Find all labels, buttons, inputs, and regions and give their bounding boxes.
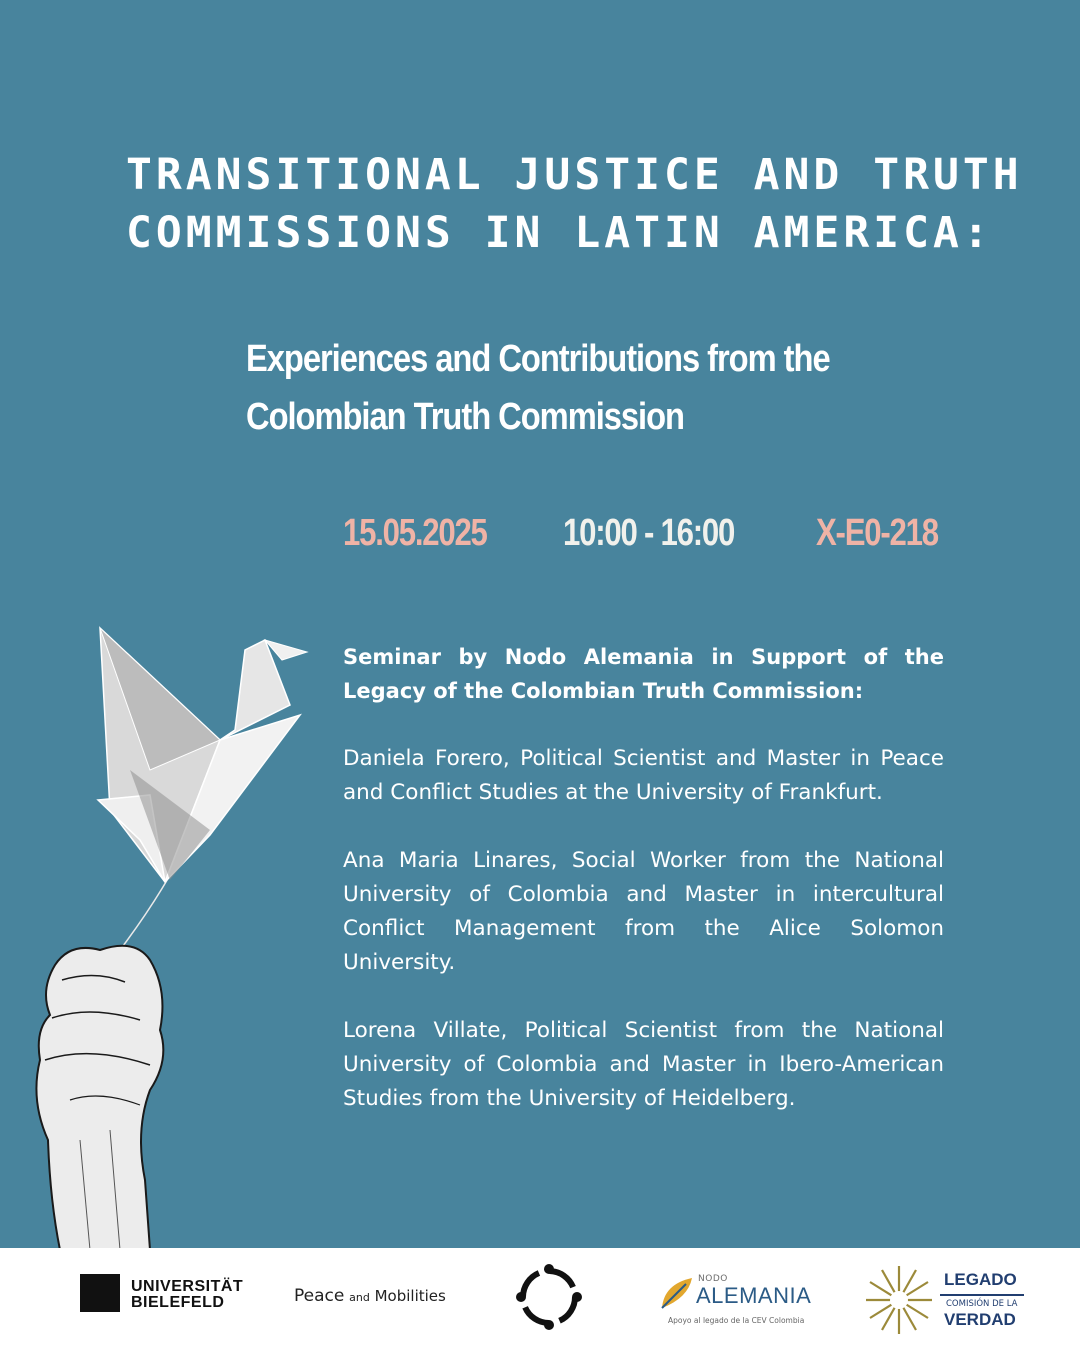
uni-name-line1: UNIVERSITÄT xyxy=(131,1278,244,1295)
nodo-name: ALEMANIA xyxy=(696,1283,812,1308)
universitat-bielefeld-logo xyxy=(80,1274,250,1318)
pam-peace: Peace xyxy=(294,1286,345,1306)
legado-divider xyxy=(940,1294,1024,1296)
speaker-item: Daniela Forero, Political Scientist and Master in Peace and Conflict Studies at the University of Frankfurt. xyxy=(343,746,944,805)
legado-comision-verdad-logo xyxy=(866,1262,1036,1338)
title-line-1: TRANSITIONAL JUSTICE AND TRUTH xyxy=(126,150,1023,200)
legado-subtitle: COMISIÓN DE LA xyxy=(946,1299,1018,1309)
legado-verdad: VERDAD xyxy=(944,1310,1016,1329)
event-date: 15.05.2025 xyxy=(343,512,487,554)
university-block-logo xyxy=(80,1274,120,1312)
nodo-label: NODO xyxy=(698,1274,728,1284)
sunburst-logo xyxy=(866,1264,932,1336)
seminar-description xyxy=(343,640,944,1150)
event-time: 10:00 - 16:00 xyxy=(563,512,735,554)
circle-figures-logo xyxy=(512,1260,586,1334)
event-subtitle xyxy=(246,330,865,446)
nodo-leaf-logo xyxy=(658,1276,698,1312)
subtitle-line-2: Colombian Truth Commission xyxy=(246,396,684,438)
peace-and-mobilities-logo xyxy=(294,1286,446,1306)
nodo-tagline: Apoyo al legado de la CEV Colombia xyxy=(668,1316,805,1325)
hand-illustration xyxy=(36,946,163,1250)
speaker-item: Ana Maria Linares, Social Worker from the National University of Colombia and Master in intercultural Conflict Management from the Alice Solomon University. xyxy=(343,848,944,975)
seminar-lead: Seminar by Nodo Alemania in Support of the Legacy of the Colombian Truth Commission: xyxy=(343,645,944,703)
subtitle-line-1: Experiences and Contributions from the xyxy=(246,338,830,380)
speaker-item: Lorena Villate, Political Scientist from the National University of Colombia and Master in Ibero-American Studies from the University of Heidelberg. xyxy=(343,1018,944,1111)
event-title xyxy=(126,146,1026,262)
uni-name-line2: BIELEFELD xyxy=(131,1294,225,1311)
pam-and: and xyxy=(349,1291,370,1304)
legado-title: LEGADO xyxy=(944,1270,1017,1289)
title-line-2: COMMISSIONS IN LATIN AMERICA: xyxy=(126,208,993,258)
event-info xyxy=(343,512,963,564)
partner-logos-bar xyxy=(0,1248,1080,1350)
pam-mobilities: Mobilities xyxy=(374,1287,446,1305)
event-room: X-E0-218 xyxy=(816,512,938,554)
paper-dove-illustration xyxy=(0,620,320,1250)
nodo-alemania-logo xyxy=(656,1270,816,1330)
